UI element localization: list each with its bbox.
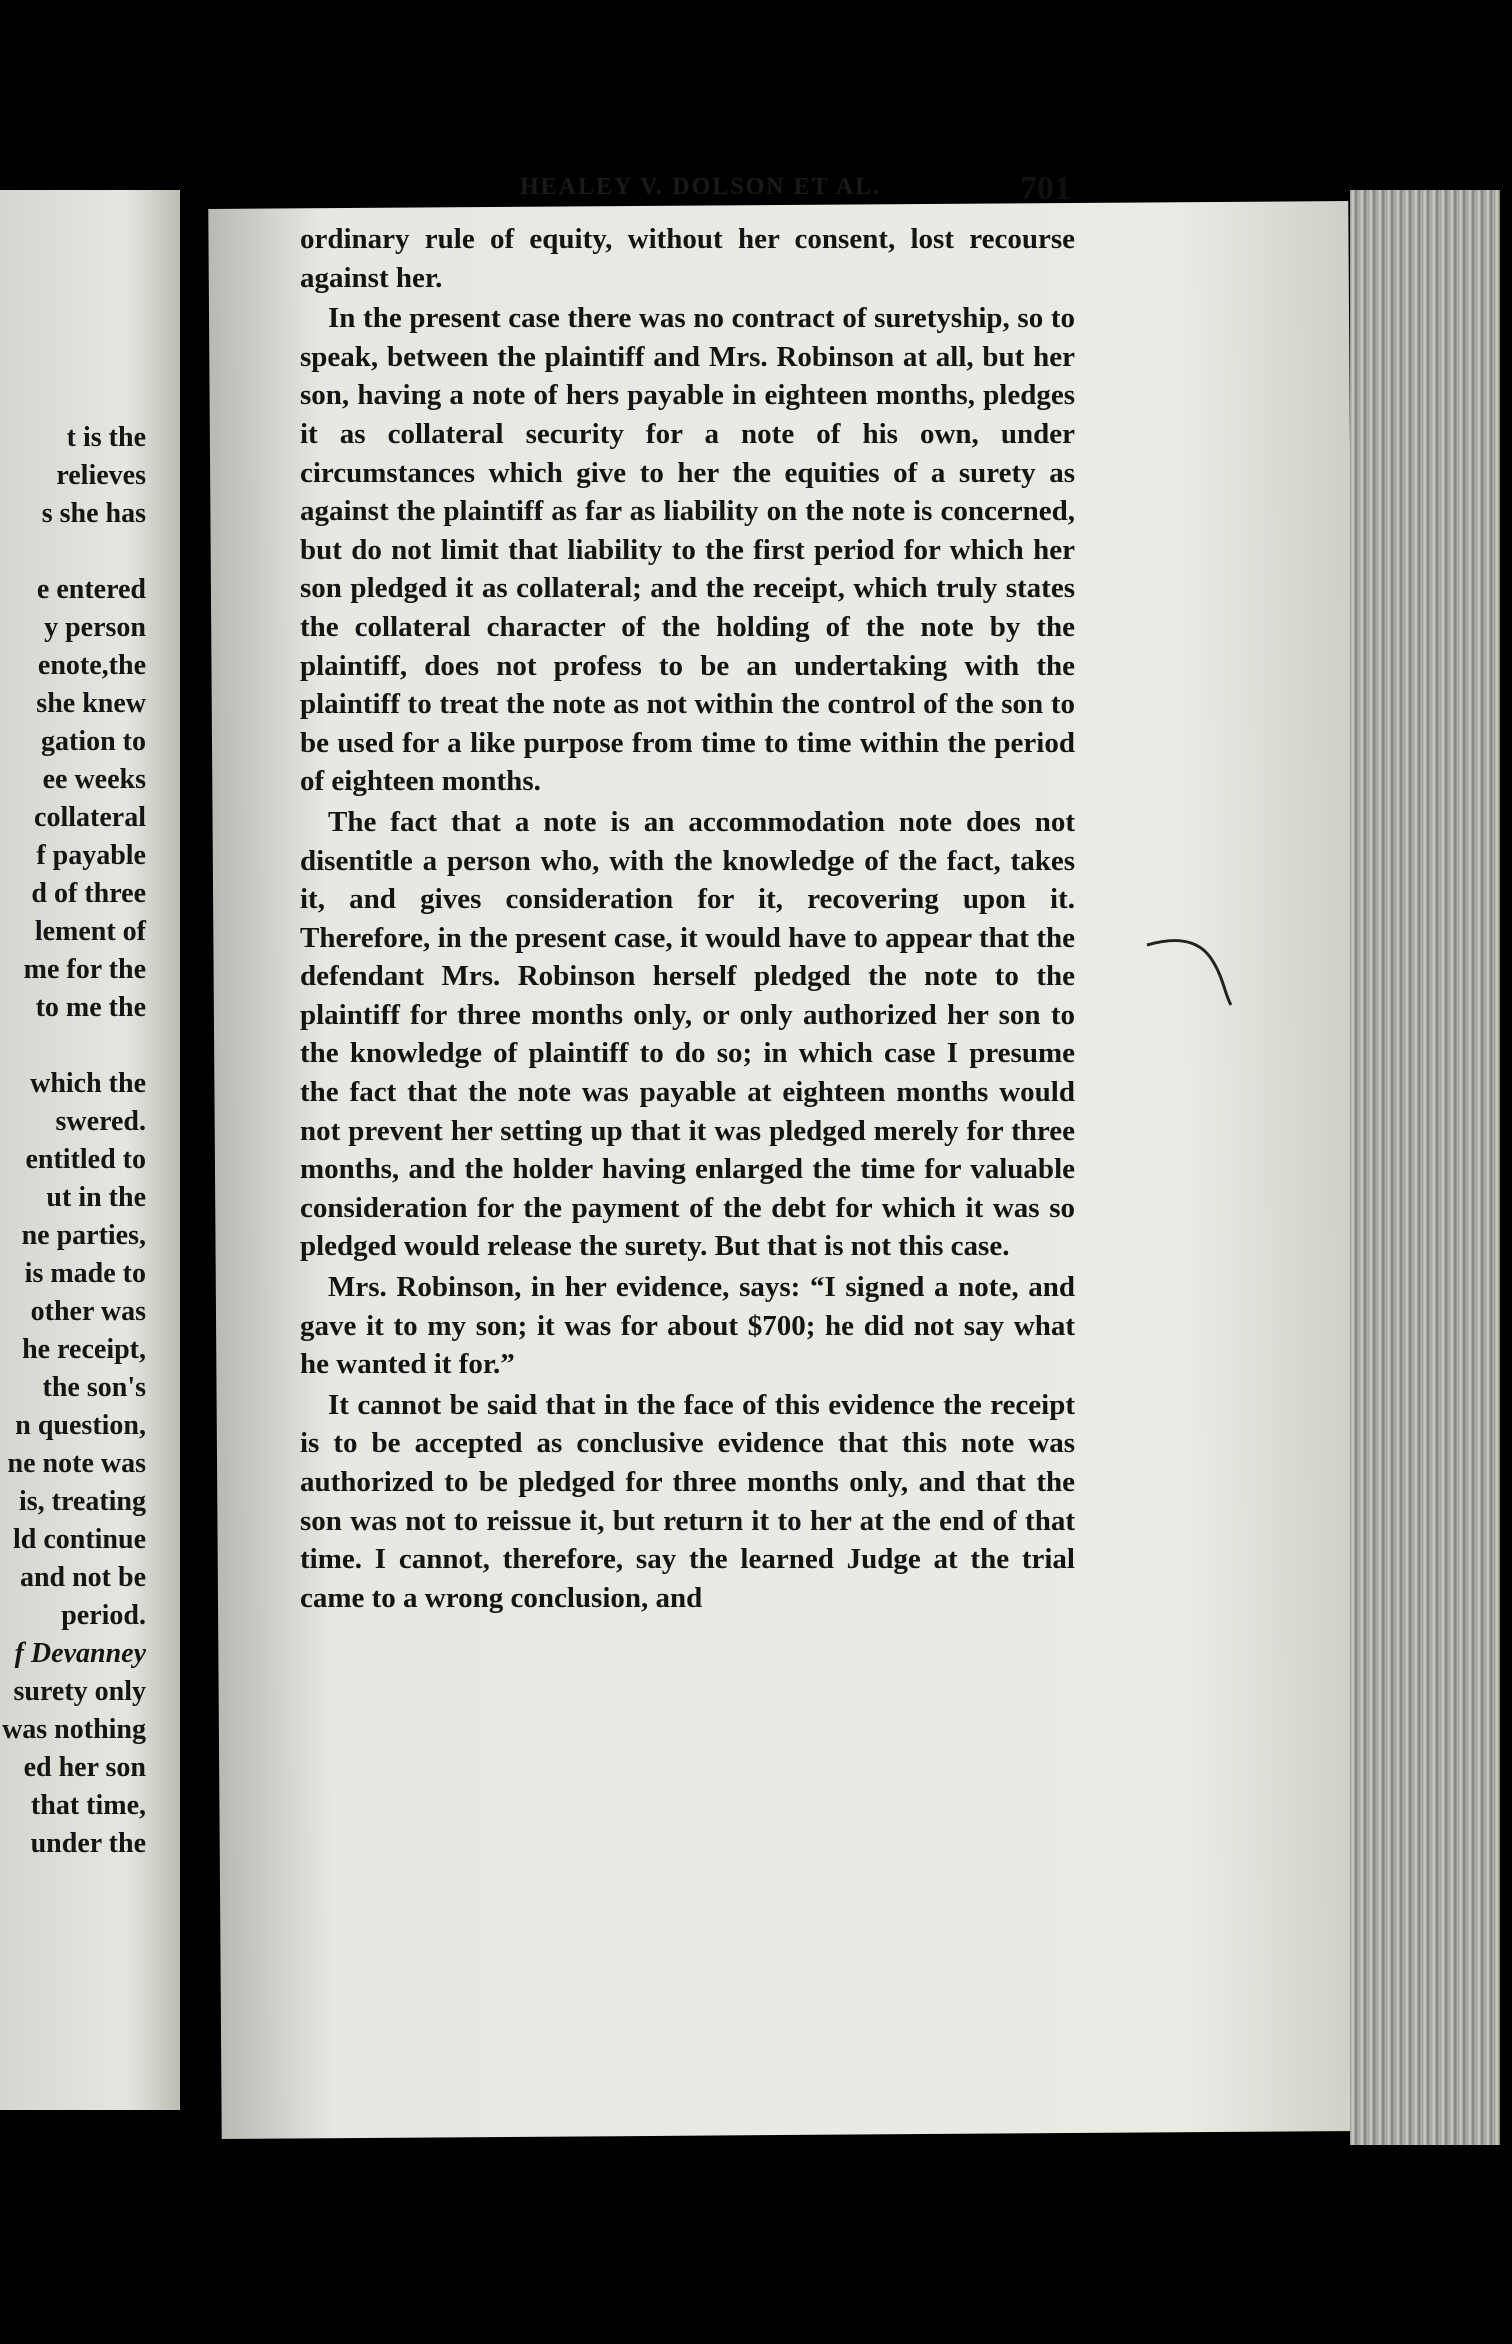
left-page-line: e entered (36, 574, 146, 605)
left-page-line: he receipt, (22, 1334, 146, 1365)
left-page-line: relieves (56, 460, 146, 491)
left-page-line: period. (61, 1600, 146, 1631)
left-page-line: f Devanney (14, 1638, 146, 1669)
page-edges (1350, 190, 1500, 2145)
left-page-line: collateral (34, 802, 146, 833)
left-page-line: enote,the (37, 650, 146, 681)
left-page-line: to me the (35, 992, 146, 1023)
left-page-line: swered. (55, 1106, 146, 1137)
left-page-line: f payable (36, 840, 146, 871)
left-page-line: ne parties, (21, 1220, 146, 1251)
left-page-line: lement of (34, 916, 146, 947)
left-page-line: and not be (19, 1562, 146, 1593)
pencil-mark (1145, 935, 1235, 1010)
left-page-line: ld continue (12, 1524, 146, 1555)
left-page-line: is made to (24, 1258, 146, 1289)
body-text (300, 220, 1075, 1617)
running-head: HEALEY V. DOLSON ET AL. (520, 174, 882, 200)
left-page-line: ed her son (23, 1752, 146, 1783)
paragraph-5: It cannot be said that in the face of this evidence the receipt is to be accepted as conclusive evidence that this note was authorized to be pledged for three months only, and that the son was not to reissue it, but return it to her at the end of that time. I cannot, therefore, say the learned Judge at the trial came to a wrong conclusion, and (300, 1388, 1075, 1614)
left-page-line: is, treating (18, 1486, 146, 1517)
left-page-line: under the (30, 1828, 146, 1859)
left-page-line: other was (30, 1296, 146, 1327)
left-page-line: the son's (42, 1372, 146, 1403)
paragraph-4: Mrs. Robinson, in her evidence, says: “I signed a note, and gave it to my son; it was for about $700; he did not say what he wanted it for.” (300, 1271, 1075, 1381)
left-page-line: she knew (36, 688, 146, 719)
paragraph-3: The fact that a note is an accommodation note does not disentitle a person who, with the knowledge of the fact, takes it, and gives consideration for it, recovering upon it. Therefore, in the present case, it would have to appear that the defendant Mrs. Robinson herself pledged the note to the plaintiff for three months only, or only authorized her son to the knowledge of plaintiff to do so; in which case I presume the fact that the note was payable at eighteen months would not prevent her setting up that it was pledged merely for three months, and the holder having enlarged the time for valuable consideration for the payment of the debt for which it was so pledged would release the surety. But that is not this case. (300, 805, 1075, 1263)
left-page-line: d of three (31, 878, 146, 909)
left-page-line: ne note was (7, 1448, 146, 1479)
left-page-line: ut in the (46, 1182, 146, 1213)
left-page-line: surety only (13, 1676, 146, 1707)
left-page-line: which the (30, 1068, 146, 1099)
left-page-line: ee weeks (42, 764, 146, 795)
left-page-line: n question, (15, 1410, 146, 1441)
page-number: 701 (1020, 170, 1071, 207)
left-page-line: was nothing (2, 1714, 146, 1745)
left-facing-page (0, 190, 180, 2110)
paragraph-1: ordinary rule of equity, without her consent, lost recourse against her. (300, 223, 1075, 294)
left-page-line: t is the (66, 422, 146, 453)
left-page-line: me for the (23, 954, 146, 985)
left-page-line: y person (44, 612, 146, 643)
left-page-line: entitled to (25, 1144, 146, 1175)
page-header (300, 162, 1080, 212)
left-page-line: s she has (41, 498, 146, 529)
left-page-line: that time, (30, 1790, 146, 1821)
left-page-line: gation to (41, 726, 146, 757)
paragraph-2: In the present case there was no contract of suretyship, so to speak, between the plaintiff and Mrs. Robinson at all, but her son, having a note of hers payable in eighteen months, pledges it as collateral security for a note of his own, under circumstances which give to her the equities of a surety as against the plaintiff as far as liability on the note is concerned, but do not limit that liability to the first period for which her son pledged it as collateral; and the receipt, which truly states the collateral character of the holding of the note by the plaintiff, does not profess to be an undertaking with the plaintiff to treat the note as not within the control of the son to be used for a like purpose from time to time within the period of eighteen months. (300, 302, 1075, 798)
